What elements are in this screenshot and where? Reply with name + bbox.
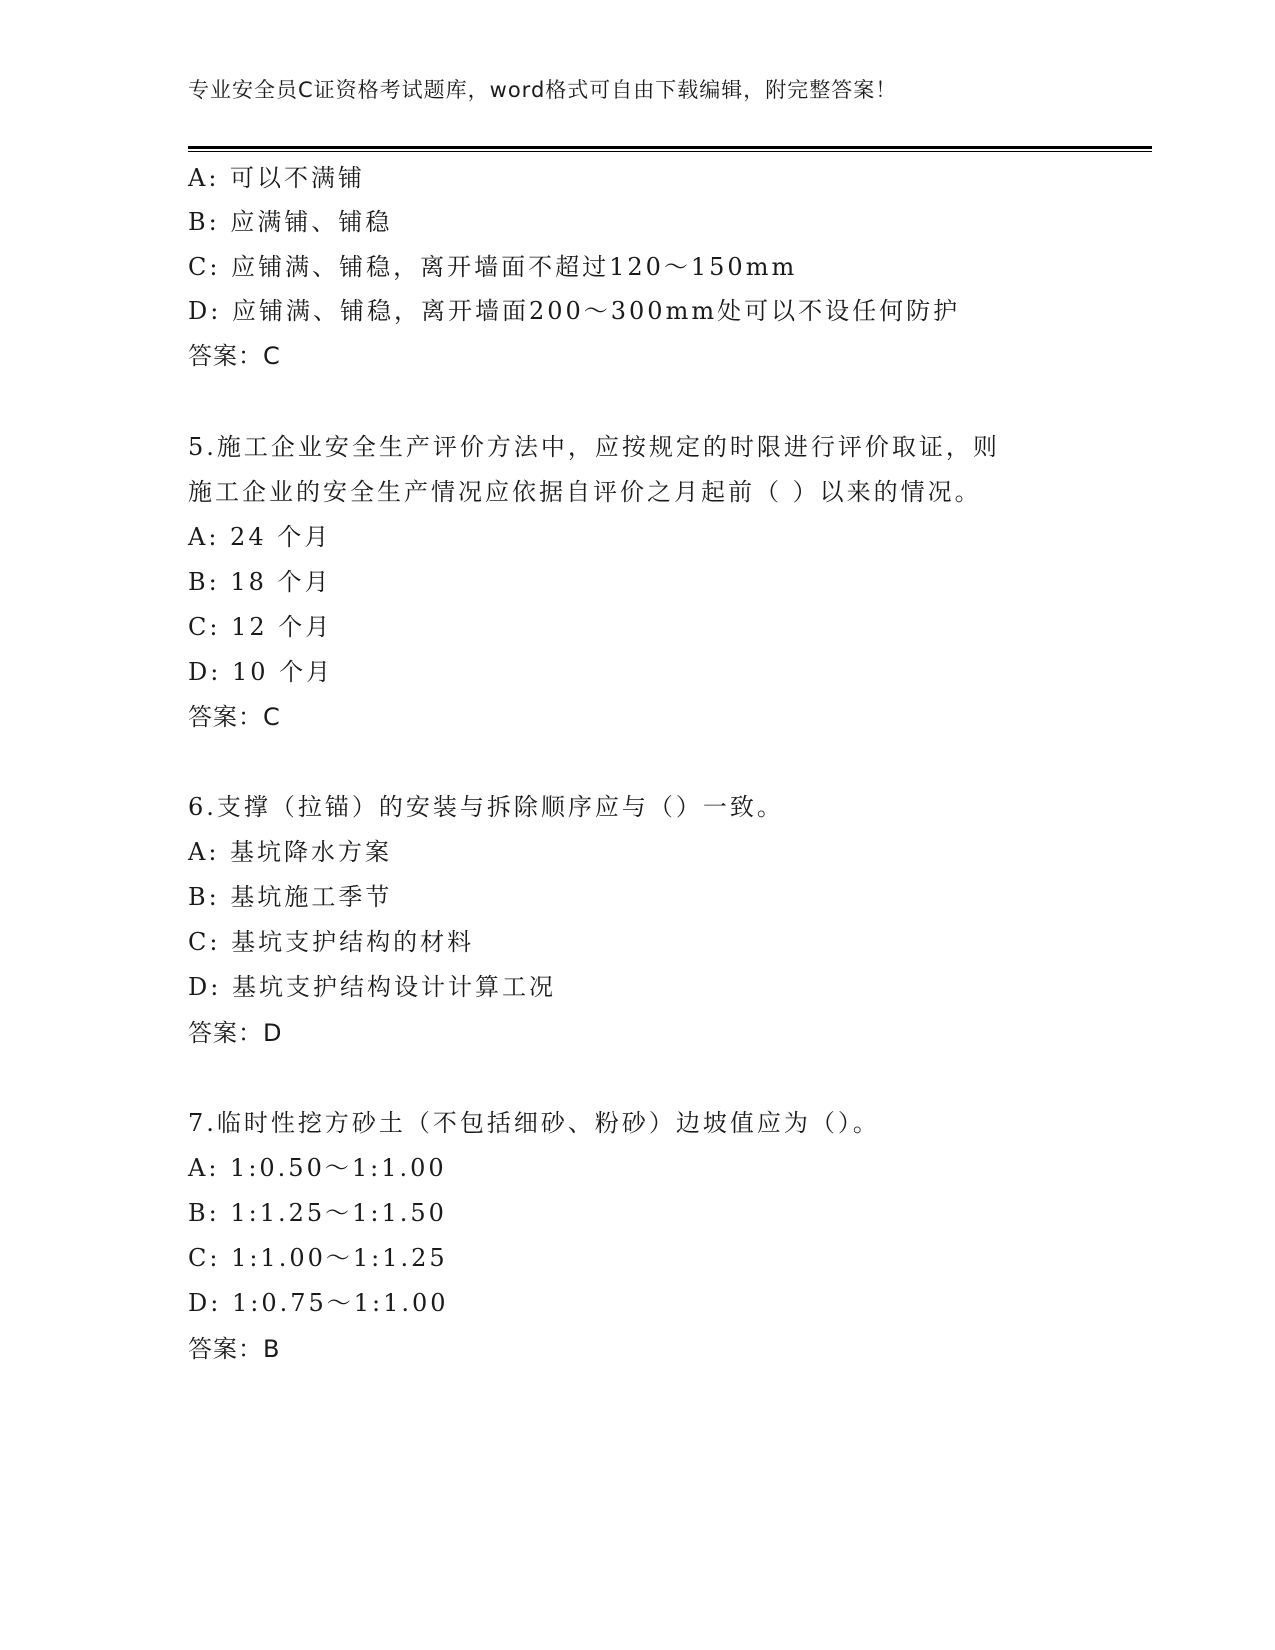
- q5-stem-line2: 施工企业的安全生产情况应依据自评价之月起前（ ）以来的情况。: [188, 478, 982, 506]
- q5-option-b: B: 18 个月: [188, 568, 332, 596]
- q4-answer: 答案：C: [188, 342, 281, 370]
- header-divider: [188, 146, 1152, 152]
- q6-option-a: A: 基坑降水方案: [188, 838, 393, 866]
- q4-option-c: C: 应铺满、铺稳，离开墙面不超过120～150mm: [188, 253, 798, 281]
- q5-option-c: C: 12 个月: [188, 613, 333, 641]
- q6-option-c: C: 基坑支护结构的材料: [188, 928, 475, 956]
- q4-option-d: D: 应铺满、铺稳，离开墙面200～300mm处可以不设任何防护: [188, 297, 961, 325]
- q4-option-a: A: 可以不满铺: [188, 164, 366, 192]
- q7-stem: 7.临时性挖方砂土（不包括细砂、粉砂）边坡值应为（）。: [188, 1109, 880, 1137]
- q6-stem: 6.支撑（拉锚）的安装与拆除顺序应与（）一致。: [188, 793, 784, 821]
- q6-option-b: B: 基坑施工季节: [188, 883, 393, 911]
- q5-option-d: D: 10 个月: [188, 658, 334, 686]
- page-header: 专业安全员C证资格考试题库，word格式可自由下载编辑，附完整答案！: [188, 78, 898, 102]
- q7-option-b: B: 1:1.25～1:1.50: [188, 1199, 447, 1227]
- q6-option-d: D: 基坑支护结构设计计算工况: [188, 973, 556, 1001]
- q7-option-c: C: 1:1.00～1:1.25: [188, 1244, 448, 1272]
- q5-stem-line1: 5.施工企业安全生产评价方法中，应按规定的时限进行评价取证，则: [188, 433, 1000, 461]
- q7-option-d: D: 1:0.75～1:1.00: [188, 1289, 449, 1317]
- q5-option-a: A: 24 个月: [188, 523, 332, 551]
- q7-option-a: A: 1:0.50～1:1.00: [188, 1154, 447, 1182]
- q4-option-b: B: 应满铺、铺稳: [188, 208, 393, 236]
- q5-answer: 答案：C: [188, 703, 281, 731]
- q7-answer: 答案：B: [188, 1335, 281, 1363]
- q6-answer: 答案：D: [188, 1019, 283, 1047]
